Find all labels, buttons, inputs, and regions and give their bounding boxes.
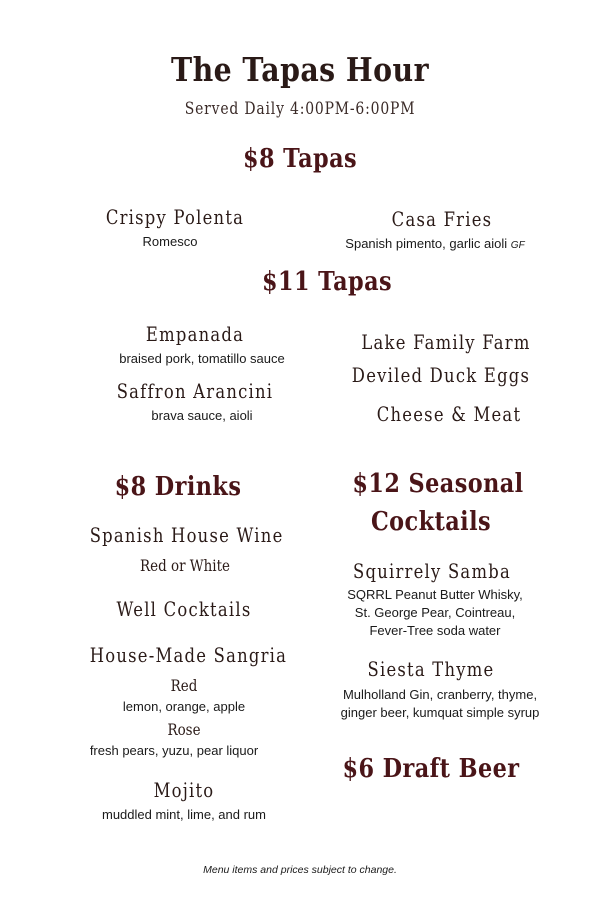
item-empanada-desc: braised pork, tomatillo sauce xyxy=(119,351,285,366)
squirrely-samba-desc-line: Fever-Tree soda water xyxy=(369,623,501,638)
item-spanish-house-wine: Spanish House Wine xyxy=(89,523,284,547)
section-heading-11-tapas: $11 Tapas xyxy=(261,267,393,297)
sangria-variant-red-desc: lemon, orange, apple xyxy=(122,699,246,714)
section-heading-cocktails: Cocktails xyxy=(370,507,492,537)
squirrely-samba-desc-line: St. George Pear, Cointreau, xyxy=(354,605,516,620)
sangria-variant-rose: Rose xyxy=(167,720,201,739)
gluten-free-tag: GF xyxy=(510,240,525,251)
item-casa-fries: Casa Fries xyxy=(391,207,493,231)
footer-disclaimer: Menu items and prices subject to change. xyxy=(203,864,397,876)
item-empanada: Empanada xyxy=(145,322,245,346)
item-squirrely-samba-desc xyxy=(320,586,550,640)
section-heading-12-seasonal: $12 Seasonal xyxy=(352,469,524,499)
item-well-cocktails: Well Cocktails xyxy=(116,597,252,621)
item-mojito: Mojito xyxy=(153,778,215,802)
item-crispy-polenta: Crispy Polenta xyxy=(105,205,245,229)
section-heading-8-drinks: $8 Drinks xyxy=(114,472,242,502)
item-crispy-polenta-desc: Romesco xyxy=(142,234,198,249)
siesta-thyme-desc-line: Mulholland Gin, cranberry, thyme, xyxy=(342,687,538,702)
menu-hours: Served Daily 4:00PM-6:00PM xyxy=(184,99,416,119)
item-spanish-house-wine-options: Red or White xyxy=(140,556,230,575)
item-mojito-desc: muddled mint, lime, and rum xyxy=(101,807,266,822)
item-house-made-sangria: House-Made Sangria xyxy=(89,643,288,667)
item-cheese-and-meat: Cheese & Meat xyxy=(376,402,522,426)
casa-fries-desc-text: Spanish pimento, garlic aioli xyxy=(345,236,508,251)
item-deviled-duck-eggs: Deviled Duck Eggs xyxy=(351,363,531,387)
item-siesta-thyme: Siesta Thyme xyxy=(367,657,495,681)
sangria-variant-rose-desc: fresh pears, yuzu, pear liquor xyxy=(89,743,259,758)
section-heading-6-draft-beer: $6 Draft Beer xyxy=(342,754,520,784)
item-saffron-arancini-desc: brava sauce, aioli xyxy=(151,408,253,423)
section-heading-8-tapas: $8 Tapas xyxy=(242,144,358,174)
item-siesta-thyme-desc xyxy=(320,686,560,722)
sangria-variant-red: Red xyxy=(170,676,198,695)
item-lake-family-farm: Lake Family Farm xyxy=(361,330,531,354)
item-casa-fries-desc xyxy=(320,236,550,251)
menu-title: The Tapas Hour xyxy=(171,50,429,89)
item-saffron-arancini: Saffron Arancini xyxy=(116,379,274,403)
item-squirrely-samba: Squirrely Samba xyxy=(353,559,511,583)
siesta-thyme-desc-line: ginger beer, kumquat simple syrup xyxy=(340,705,540,720)
squirrely-samba-desc-line: SQRRL Peanut Butter Whisky, xyxy=(347,587,523,602)
